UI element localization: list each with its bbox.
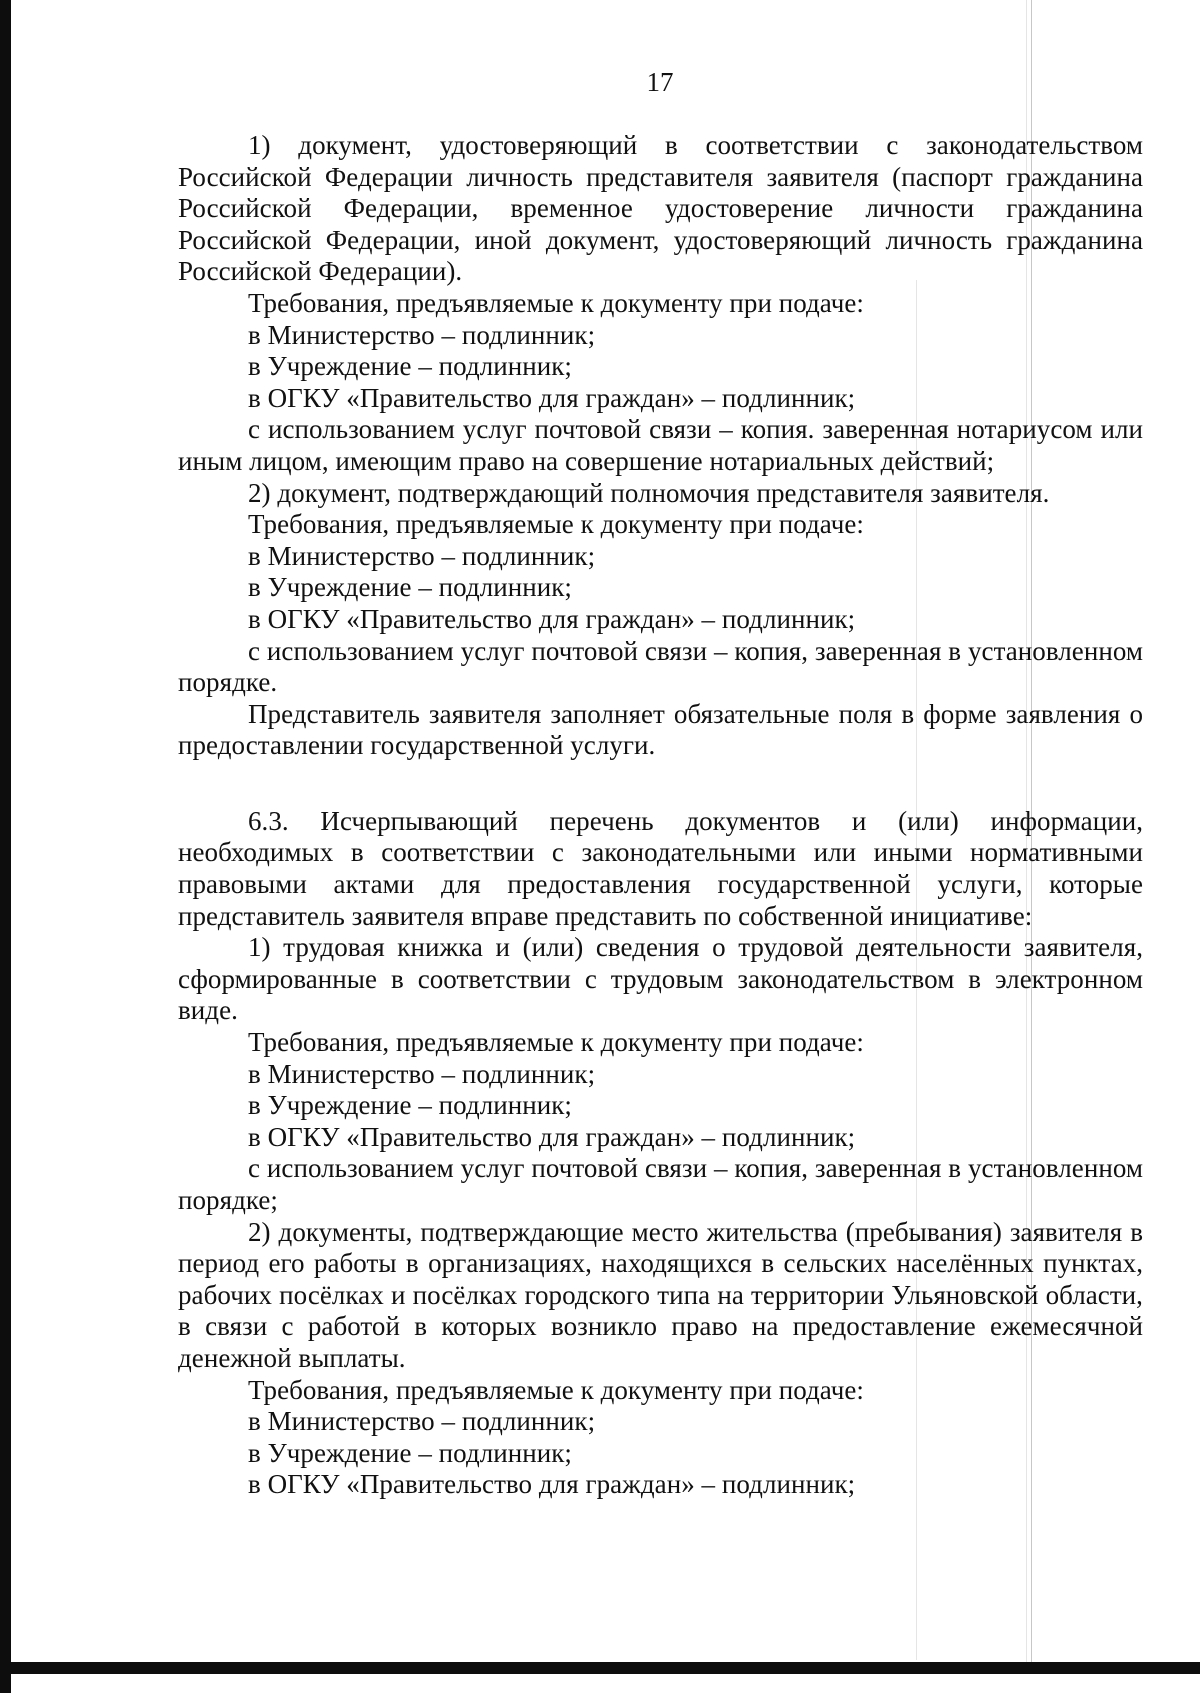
paragraph-postal-copy-certified: с использованием услуг почтовой связи – копия, заверенная в установленном порядке; — [178, 1153, 1143, 1215]
paragraph-ogku-original: в ОГКУ «Правительство для граждан» – подлинник; — [248, 382, 856, 413]
paragraph-institution-original: в Учреждение – подлинник; — [248, 351, 572, 382]
paragraph-requirements-heading: Требования, предъявляемые к документу при подаче: — [248, 287, 864, 318]
paragraph-institution-original: в Учреждение – подлинник; — [248, 1437, 572, 1468]
paragraph-ogku-original: в ОГКУ «Правительство для граждан» – подлинник; — [248, 603, 856, 634]
document-body — [178, 130, 1143, 1501]
paragraph-ogku-original: в ОГКУ «Правительство для граждан» – подлинник; — [248, 1121, 856, 1152]
paragraph-ministry-original: в Министерство – подлинник; — [248, 319, 596, 350]
paragraph-institution-original: в Учреждение – подлинник; — [248, 1090, 572, 1121]
paragraph-postal-copy-notary: с использованием услуг почтовой связи – копия. заверенная нотариусом или иным лицом, имеющим право на совершение нотариальных действий; — [178, 414, 1143, 476]
paragraph-requirements-heading: Требования, предъявляемые к документу при подаче: — [248, 1374, 864, 1405]
paragraph-ogku-original: в ОГКУ «Правительство для граждан» – подлинник; — [248, 1469, 856, 1500]
paragraph-ministry-original: в Министерство – подлинник; — [248, 540, 596, 571]
paragraph-institution-original: в Учреждение – подлинник; — [248, 572, 572, 603]
page-number: 17 — [646, 67, 674, 97]
scan-left-edge — [0, 0, 11, 1693]
section-spacer — [178, 762, 1143, 806]
paragraph-item-2-residence-documents: 2) документы, подтверждающие место жительства (пребывания) заявителя в период его работы в организациях, находящихся в сельских населённых пунктах, рабочих посёлках и посёлках городского типа на территории Ульяновской области, в связи с работой в которых возникло право на предоставление ежемесячной денежной выплаты. — [178, 1216, 1143, 1373]
scan-bottom-edge — [0, 1662, 1200, 1674]
paragraph-section-6-3: 6.3. Исчерпывающий перечень документов и (или) информации, необходимых в соответствии с законодательными или иными нормативными правовыми актами для предоставления государственной услуги, которые представитель заявителя вправе представить по собственной инициативе: — [178, 805, 1143, 931]
paragraph-item-1-identity-document: 1) документ, удостоверяющий в соответствии с законодательством Российской Федерации личность представителя заявителя (паспорт гражданина Российской Федерации, временное удостоверение личности гражданина Российской Федерации, иной документ, удостоверяющий личность гражданина Российской Федерации). — [178, 130, 1143, 287]
paragraph-item-2-authority-document: 2) документ, подтверждающий полномочия представителя заявителя. — [248, 477, 1050, 508]
paragraph-representative-fills-form: Представитель заявителя заполняет обязательные поля в форме заявления о предоставлении государственной услуги. — [178, 698, 1143, 761]
paragraph-requirements-heading: Требования, предъявляемые к документу при подаче: — [248, 509, 864, 540]
paragraph-item-1-employment-record: 1) трудовая книжка и (или) сведения о трудовой деятельности заявителя, сформированные в соответствии с трудовым законодательством в электронном виде. — [178, 932, 1143, 1026]
paragraph-ministry-original: в Министерство – подлинник; — [248, 1406, 596, 1437]
paragraph-requirements-heading: Требования, предъявляемые к документу при подаче: — [248, 1027, 864, 1058]
paragraph-postal-copy-certified: с использованием услуг почтовой связи – копия, заверенная в установленном порядке. — [178, 635, 1143, 698]
paragraph-ministry-original: в Министерство – подлинник; — [248, 1058, 596, 1089]
